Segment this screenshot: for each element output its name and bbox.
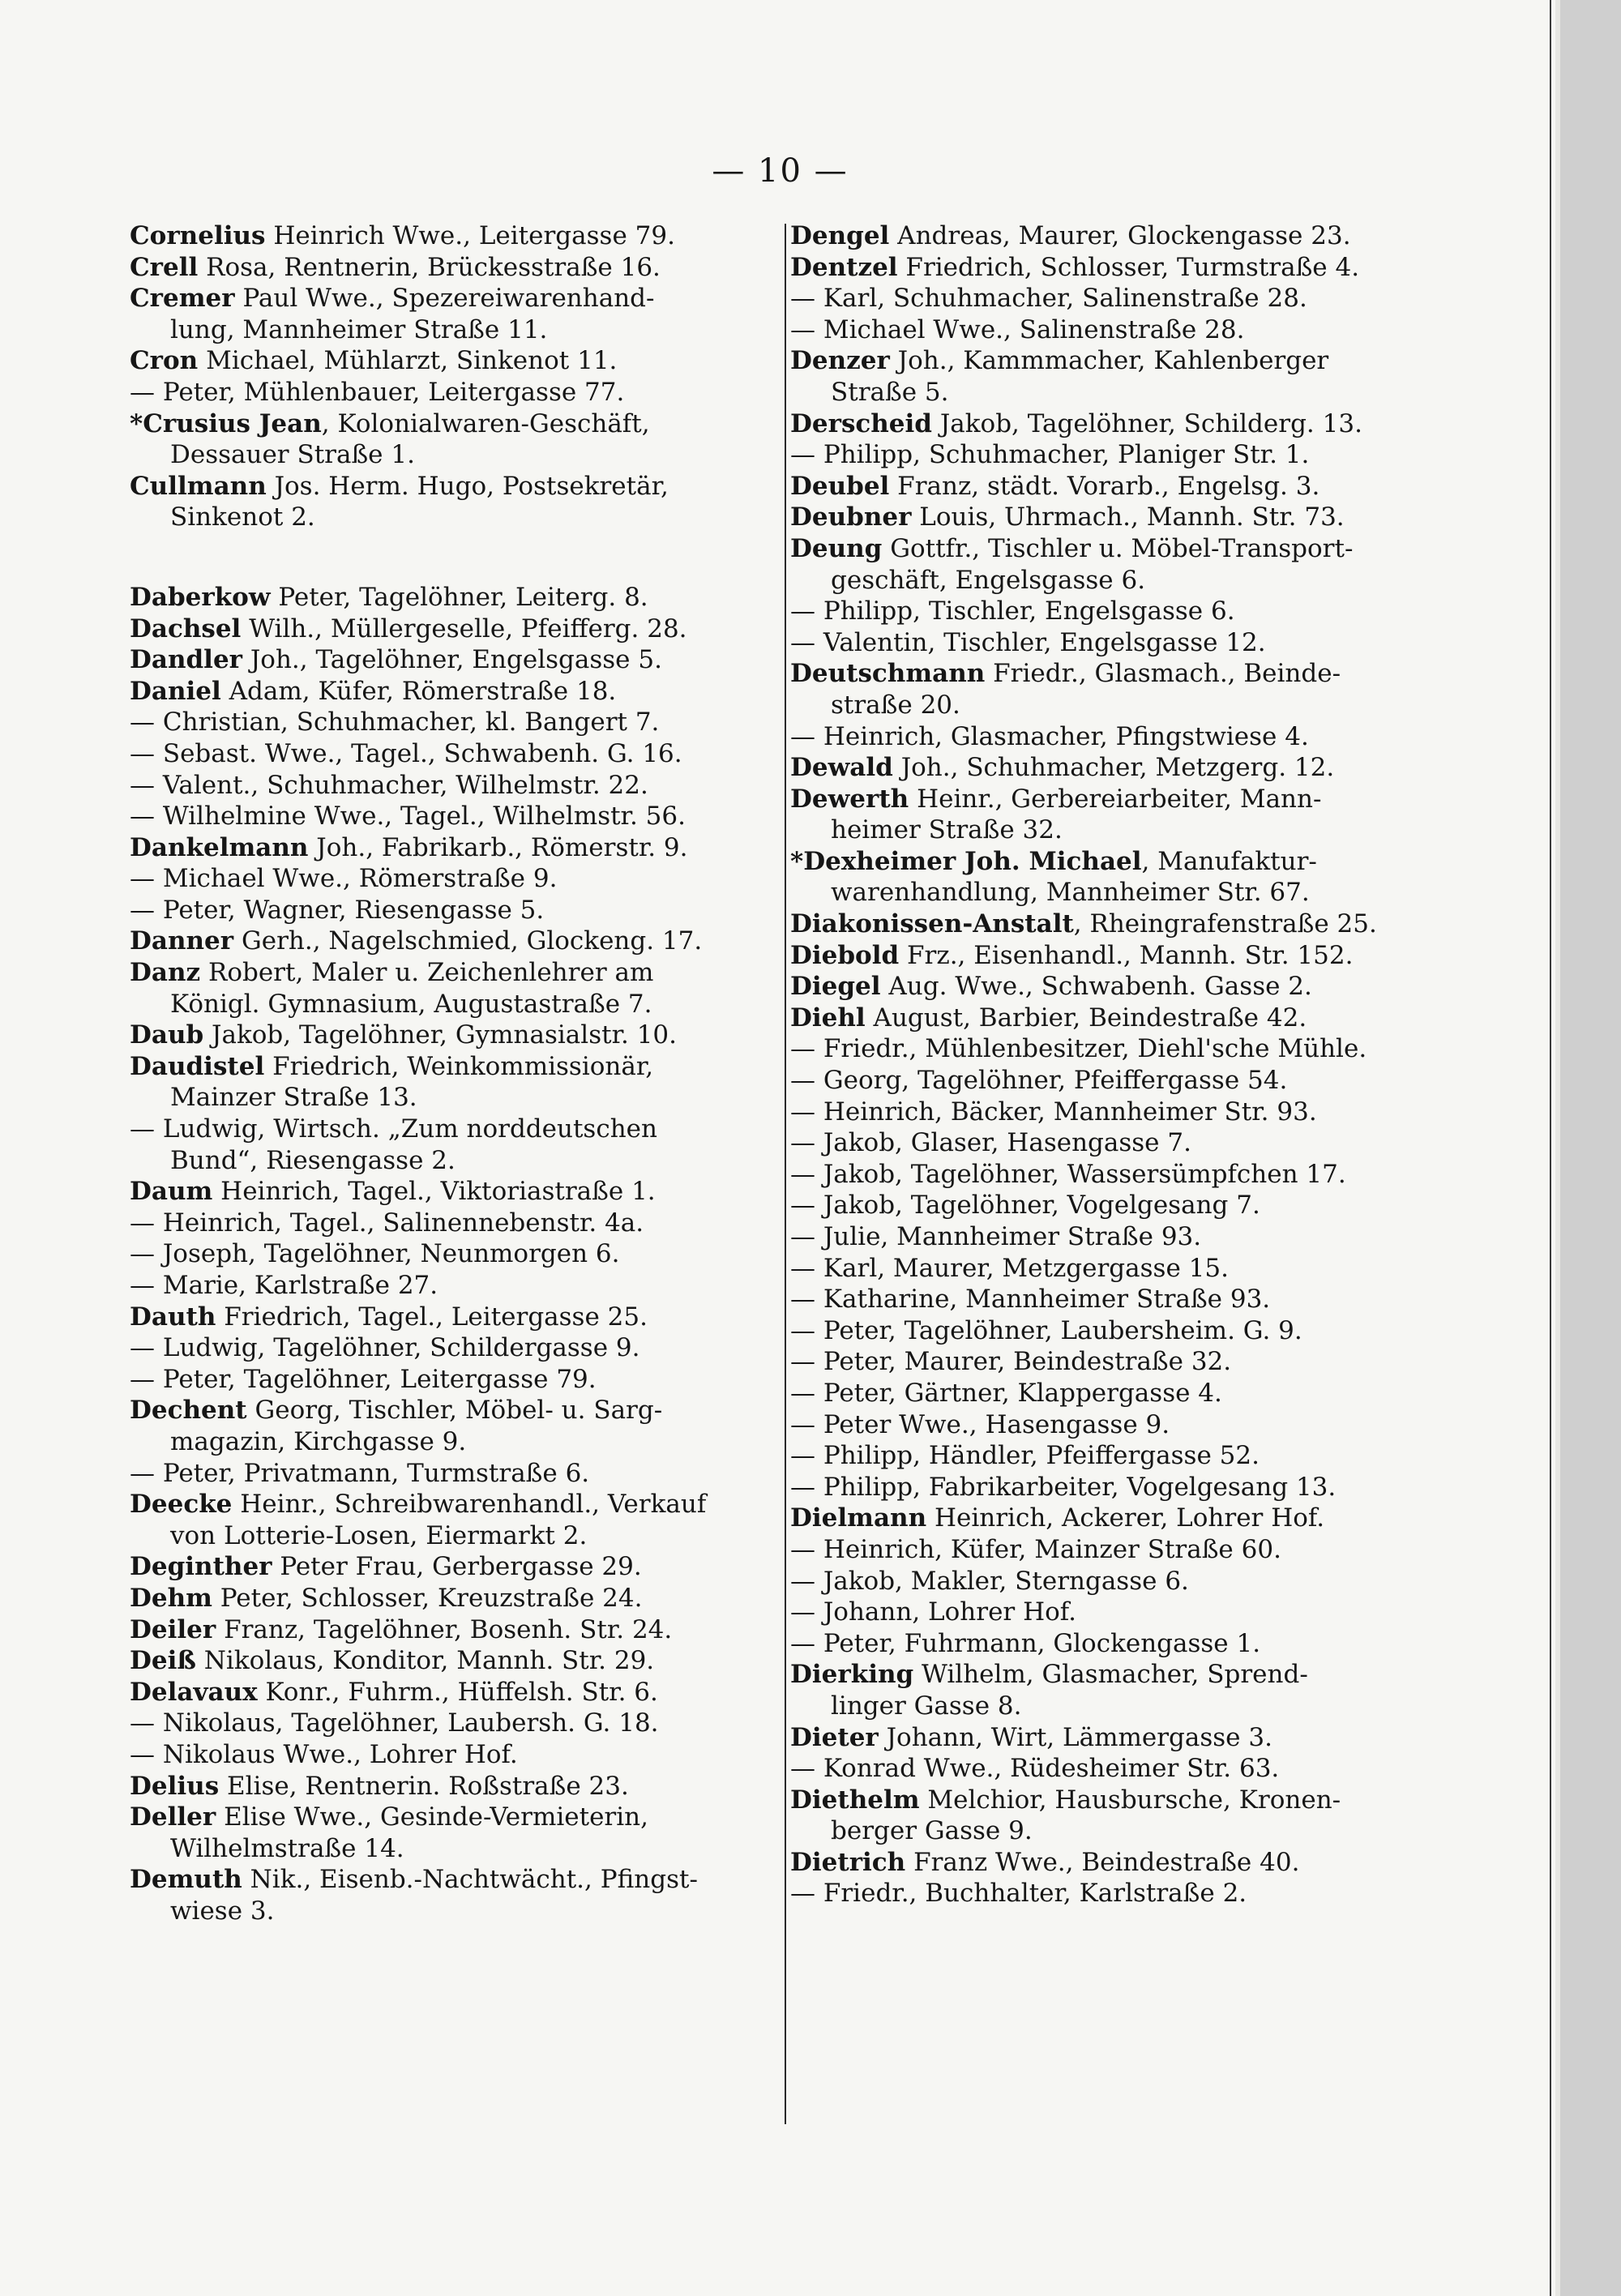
entry-surname: Cullmann <box>130 471 267 501</box>
entry-surname: Dengel <box>790 221 890 250</box>
entry-text: Franz, Tagelöhner, Bosenh. Str. 24. <box>216 1614 673 1644</box>
directory-entry-line <box>790 1097 1512 1128</box>
entry-text: — Heinrich, Bäcker, Mannheimer Str. 93. <box>790 1097 1317 1127</box>
entry-text: Königl. Gymnasium, Augustastraße 7. <box>170 989 652 1019</box>
entry-surname: Daub <box>130 1020 204 1050</box>
directory-entry-line <box>130 1332 851 1364</box>
directory-entry-line <box>130 644 851 676</box>
directory-entry-line <box>130 1020 851 1051</box>
directory-entry-line <box>130 1583 851 1614</box>
directory-entry-line <box>790 408 1512 440</box>
entry-text: Heinrich, Ackerer, Lohrer Hof. <box>926 1503 1325 1533</box>
entry-surname: Demuth <box>130 1865 242 1895</box>
entry-surname: Dentzel <box>790 252 898 282</box>
entry-text: — Konrad Wwe., Rüdesheimer Str. 63. <box>790 1754 1280 1784</box>
entry-text: Jakob, Tagelöhner, Schilderg. 13. <box>931 408 1362 438</box>
entry-text: Sinkenot 2. <box>170 502 315 532</box>
directory-entry-line <box>130 770 851 802</box>
entry-text: Bund“, Riesengasse 2. <box>170 1145 456 1175</box>
directory-entry-line <box>790 1127 1512 1159</box>
directory-entry-line <box>790 1503 1512 1534</box>
entry-text: — Julie, Mannheimer Straße 93. <box>790 1222 1202 1251</box>
directory-entry-line <box>790 1253 1512 1285</box>
entry-surname: Deung <box>790 533 883 563</box>
entry-text: Friedr., Glasmach., Beinde- <box>985 659 1341 689</box>
directory-entry-line <box>790 283 1512 314</box>
directory-entry-line <box>130 1802 851 1833</box>
entry-text: Joh., Fabrikarb., Römerstr. 9. <box>308 832 688 862</box>
entry-text: Heinr., Gerbereiarbeiter, Mann- <box>909 784 1322 814</box>
directory-entry-line <box>790 690 1512 721</box>
entry-surname: Daudistel <box>130 1051 265 1081</box>
entry-text: lung, Mannheimer Straße 11. <box>170 314 548 344</box>
directory-entry-line <box>790 220 1512 252</box>
entry-text: Franz, städt. Vorarb., Engelsg. 3. <box>889 471 1320 501</box>
entry-surname: Crell <box>130 252 199 282</box>
entry-text: — Jakob, Makler, Sterngasse 6. <box>790 1566 1189 1596</box>
directory-entry-line <box>790 877 1512 909</box>
directory-entry-line <box>130 801 851 832</box>
entry-text: — Michael Wwe., Salinenstraße 28. <box>790 314 1245 344</box>
directory-entry-line <box>790 1753 1512 1785</box>
directory-entry-line <box>130 1489 851 1520</box>
directory-entry-line <box>130 1896 851 1927</box>
entry-surname: Daum <box>130 1177 213 1207</box>
entry-text: Andreas, Maurer, Glockengasse 23. <box>889 221 1351 250</box>
entry-surname: Diethelm <box>790 1785 920 1815</box>
directory-entry-line <box>130 1864 851 1896</box>
entry-surname: Cremer <box>130 284 235 314</box>
entry-text: Jakob, Tagelöhner, Gymnasialstr. 10. <box>203 1020 677 1050</box>
directory-entry-line <box>790 1033 1512 1065</box>
entry-text: — Nikolaus, Tagelöhner, Laubersh. G. 18. <box>130 1708 659 1738</box>
directory-entry-line <box>130 676 851 708</box>
directory-entry-line <box>130 1302 851 1333</box>
directory-entry-line <box>790 1378 1512 1409</box>
entry-text: von Lotterie-Losen, Eiermarkt 2. <box>170 1520 588 1550</box>
entry-surname: Dielmann <box>790 1503 927 1533</box>
entry-text: — Georg, Tagelöhner, Pfeiffergasse 54. <box>790 1066 1288 1096</box>
directory-entry-line <box>790 627 1512 659</box>
entry-text: — Philipp, Schuhmacher, Planiger Str. 1. <box>790 440 1310 470</box>
directory-entry-line <box>790 1315 1512 1347</box>
entry-text: Louis, Uhrmach., Mannh. Str. 73. <box>911 502 1345 532</box>
entry-text: — Peter, Tagelöhner, Leitergasse 79. <box>130 1364 597 1394</box>
directory-entry-line <box>790 1346 1512 1378</box>
entry-text: Jos. Herm. Hugo, Postsekretär, <box>266 471 669 501</box>
entry-text: — Michael Wwe., Römerstraße 9. <box>130 864 558 894</box>
directory-entry-line <box>790 658 1512 690</box>
entry-surname: *Dexheimer Joh. Michael <box>790 846 1142 876</box>
entry-text: , Manufaktur- <box>1141 846 1317 876</box>
entry-surname: Dewerth <box>790 784 909 814</box>
directory-entry-line <box>130 1082 851 1114</box>
directory-entry-line <box>130 1739 851 1771</box>
entry-text: — Christian, Schuhmacher, kl. Bangert 7. <box>130 708 660 738</box>
entry-surname: Delavaux <box>130 1677 258 1707</box>
entry-surname: Dankelmann <box>130 832 309 862</box>
directory-entry-line <box>130 1520 851 1552</box>
entry-text: — Peter, Privatmann, Turmstraße 6. <box>130 1458 590 1488</box>
entry-text: Frz., Eisenhandl., Mannh. Str. 152. <box>899 940 1354 970</box>
page-edge <box>1550 0 1551 2296</box>
directory-entry-line <box>130 345 851 377</box>
directory-entry-line <box>790 533 1512 565</box>
directory-entry-line <box>130 832 851 864</box>
left-column <box>130 220 851 1926</box>
entry-text: — Heinrich, Glasmacher, Pfingstwiese 4. <box>790 721 1309 751</box>
entry-text: Friedrich, Tagel., Leitergasse 25. <box>216 1302 648 1332</box>
entry-text: — Peter, Wagner, Riesengasse 5. <box>130 895 545 925</box>
directory-entry-line <box>790 1815 1512 1847</box>
entry-text: Konr., Fuhrm., Hüffelsh. Str. 6. <box>257 1677 658 1707</box>
entry-surname: Dehm <box>130 1583 212 1613</box>
directory-entry-line <box>790 1691 1512 1722</box>
entry-surname: Derscheid <box>790 408 932 438</box>
entry-text: , Rheingrafenstraße 25. <box>1073 909 1377 939</box>
entry-text: Joh., Tagelöhner, Engelsgasse 5. <box>242 645 662 675</box>
entry-text: berger Gasse 9. <box>831 1816 1033 1846</box>
entry-text: , Kolonialwaren-Geschäft, <box>321 408 650 438</box>
entry-text: — Peter Wwe., Hasengasse 9. <box>790 1409 1170 1439</box>
directory-entry-line <box>130 582 851 614</box>
entry-text: — Philipp, Fabrikarbeiter, Vogelgesang 13. <box>790 1472 1337 1502</box>
directory-entry-line <box>130 1833 851 1865</box>
entry-surname: Dandler <box>130 645 243 675</box>
entry-text: — Peter, Tagelöhner, Laubersheim. G. 9. <box>790 1315 1302 1345</box>
directory-entry-line <box>790 721 1512 753</box>
directory-entry-line <box>790 1003 1512 1034</box>
entry-surname: Deubel <box>790 471 890 501</box>
entry-text: Georg, Tischler, Möbel- u. Sarg- <box>246 1396 663 1426</box>
directory-entry-line <box>130 533 851 582</box>
directory-entry-line <box>790 1534 1512 1566</box>
directory-entry-line <box>130 1426 851 1458</box>
entry-text: — Friedr., Mühlenbesitzer, Diehl'sche Mühle. <box>790 1034 1367 1064</box>
directory-entry-line <box>130 1145 851 1177</box>
directory-entry-line <box>790 1065 1512 1097</box>
entry-text: Heinrich Wwe., Leitergasse 79. <box>265 221 675 250</box>
entry-surname: Deutschmann <box>790 659 986 689</box>
directory-entry-line <box>790 471 1512 502</box>
entry-text: warenhandlung, Mannheimer Str. 67. <box>831 878 1310 908</box>
directory-entry-line <box>790 1628 1512 1660</box>
page-number: — 10 — <box>712 152 849 190</box>
entry-text: Peter, Tagelöhner, Leiterg. 8. <box>270 582 648 612</box>
entry-surname: Cron <box>130 346 199 376</box>
entry-text: Peter Frau, Gerbergasse 29. <box>272 1552 642 1582</box>
directory-entry-line <box>790 1284 1512 1315</box>
entry-text: — Valentin, Tischler, Engelsgasse 12. <box>790 627 1266 657</box>
directory-entry-line <box>790 1159 1512 1191</box>
entry-surname: Cornelius <box>130 221 266 250</box>
entry-text: Wilhelm, Glasmacher, Sprend- <box>913 1660 1308 1690</box>
directory-entry-line <box>790 596 1512 627</box>
directory-entry-line <box>790 1409 1512 1441</box>
directory-entry-line <box>130 471 851 502</box>
entry-surname: Denzer <box>790 346 890 376</box>
entry-surname: Deiß <box>130 1646 196 1676</box>
directory-entry-line <box>790 377 1512 408</box>
directory-entry-line <box>790 1722 1512 1754</box>
entry-text: Joh., Schuhmacher, Metzgerg. 12. <box>892 753 1335 783</box>
entry-text: Gerh., Nagelschmied, Glockeng. 17. <box>233 926 703 956</box>
entry-text: wiese 3. <box>170 1896 275 1926</box>
entry-text: — Karl, Maurer, Metzgergasse 15. <box>790 1253 1229 1283</box>
directory-entry-line <box>130 314 851 346</box>
directory-entry-line <box>790 314 1512 346</box>
directory-entry-line <box>790 1440 1512 1472</box>
entry-text: Rosa, Rentnerin, Brückesstraße 16. <box>198 252 661 282</box>
directory-entry-line <box>130 1364 851 1396</box>
directory-entry-line <box>790 252 1512 284</box>
entry-text: Wilhelmstraße 14. <box>170 1833 404 1863</box>
entry-surname: Dewald <box>790 753 893 783</box>
entry-text: Franz Wwe., Beindestraße 40. <box>905 1847 1300 1877</box>
entry-text: Melchior, Hausbursche, Kronen- <box>919 1785 1341 1815</box>
directory-entry-line <box>790 1878 1512 1909</box>
directory-entry-line <box>130 989 851 1020</box>
entry-text: Straße 5. <box>831 377 949 407</box>
entry-text: — Sebast. Wwe., Tagel., Schwabenh. G. 16. <box>130 738 682 768</box>
entry-text: Michael, Mühlarzt, Sinkenot 11. <box>198 346 618 376</box>
directory-entry-line <box>130 1238 851 1270</box>
directory-entry-line <box>790 1472 1512 1503</box>
entry-surname: Diebold <box>790 940 900 970</box>
directory-entry-line <box>130 439 851 471</box>
directory-entry-line <box>790 784 1512 815</box>
entry-text: Aug. Wwe., Schwabenh. Gasse 2. <box>880 972 1312 1002</box>
entry-text: — Peter, Maurer, Beindestraße 32. <box>790 1347 1232 1377</box>
directory-entry-line <box>130 1051 851 1083</box>
directory-entry-line <box>130 377 851 408</box>
directory-entry-line <box>790 1847 1512 1879</box>
entry-text: — Heinrich, Tagel., Salinennebenstr. 4a. <box>130 1208 644 1238</box>
entry-text: — Johann, Lohrer Hof. <box>790 1597 1077 1627</box>
entry-surname: Diehl <box>790 1003 866 1033</box>
entry-surname: Deiler <box>130 1614 216 1644</box>
directory-entry-line <box>130 1270 851 1302</box>
entry-text: — Nikolaus Wwe., Lohrer Hof. <box>130 1739 518 1769</box>
entry-surname: *Crusius Jean <box>130 408 322 438</box>
entry-surname: Diegel <box>790 972 881 1002</box>
directory-entry-line <box>130 1176 851 1208</box>
directory-entry-line <box>130 283 851 314</box>
entry-text: Elise, Rentnerin. Roßstraße 23. <box>219 1771 629 1801</box>
directory-entry-line <box>130 1614 851 1646</box>
entry-text: Paul Wwe., Spezereiwarenhand- <box>234 284 655 314</box>
entry-text: Wilh., Müllergeselle, Pfeifferg. 28. <box>241 614 687 643</box>
entry-text: Robert, Maler u. Zeichenlehrer am <box>200 958 654 988</box>
entry-text: — Philipp, Händler, Pfeiffergasse 52. <box>790 1441 1260 1471</box>
right-column <box>790 220 1512 1909</box>
entry-surname: Dietrich <box>790 1847 906 1877</box>
entry-surname: Deecke <box>130 1490 233 1520</box>
entry-text: Johann, Wirt, Lämmergasse 3. <box>878 1722 1272 1752</box>
directory-entry-line <box>130 863 851 895</box>
entry-surname: Dachsel <box>130 614 242 643</box>
entry-surname: Daniel <box>130 676 221 706</box>
directory-entry-line <box>130 926 851 957</box>
directory-entry-line <box>130 220 851 252</box>
entry-text: — Katharine, Mannheimer Straße 93. <box>790 1285 1271 1315</box>
entry-text: Gottfr., Tischler u. Möbel-Transport- <box>882 533 1354 563</box>
entry-surname: Deginther <box>130 1552 272 1582</box>
directory-entry-line <box>790 1659 1512 1691</box>
directory-entry-line <box>790 1597 1512 1628</box>
entry-text: Joh., Kammmacher, Kahlenberger <box>889 346 1329 376</box>
entry-text: — Wilhelmine Wwe., Tagel., Wilhelmstr. 56. <box>130 802 686 832</box>
entry-text: geschäft, Engelsgasse 6. <box>831 565 1146 595</box>
directory-entry-line <box>790 565 1512 596</box>
directory-entry-line <box>130 252 851 284</box>
entry-text: — Marie, Karlstraße 27. <box>130 1271 438 1300</box>
directory-entry-line <box>130 1458 851 1490</box>
entry-text: Dessauer Straße 1. <box>170 440 415 470</box>
entry-text: — Heinrich, Küfer, Mainzer Straße 60. <box>790 1534 1281 1564</box>
directory-entry-line <box>130 1114 851 1145</box>
directory-entry-line <box>790 1785 1512 1816</box>
entry-surname: Daberkow <box>130 582 271 612</box>
entry-text: Nik., Eisenb.-Nachtwächt., Pfingst- <box>242 1865 698 1895</box>
entry-text: Mainzer Straße 13. <box>170 1083 417 1113</box>
entry-surname: Danner <box>130 926 234 956</box>
directory-entry-line <box>790 502 1512 533</box>
entry-text: — Ludwig, Wirtsch. „Zum norddeutschen <box>130 1114 657 1144</box>
entry-text: — Peter, Mühlenbauer, Leitergasse 77. <box>130 377 625 407</box>
entry-text: straße 20. <box>831 690 960 720</box>
directory-entry-line <box>790 439 1512 471</box>
column-divider <box>785 224 786 2124</box>
directory-entry-line <box>130 1208 851 1239</box>
entry-text: Heinr., Schreibwarenhandl., Verkauf <box>232 1490 707 1520</box>
entry-text: Adam, Küfer, Römerstraße 18. <box>220 676 617 706</box>
entry-text: — Joseph, Tagelöhner, Neunmorgen 6. <box>130 1239 620 1269</box>
directory-entry-line <box>130 1708 851 1739</box>
directory-entry-line <box>790 345 1512 377</box>
directory-entry-line <box>790 1221 1512 1253</box>
entry-surname: Deller <box>130 1802 216 1832</box>
directory-entry-line <box>130 1771 851 1802</box>
entry-surname: Dieter <box>790 1722 879 1752</box>
entry-text: August, Barbier, Beindestraße 42. <box>865 1003 1307 1033</box>
entry-text: — Valent., Schuhmacher, Wilhelmstr. 22. <box>130 770 648 800</box>
entry-text: — Jakob, Tagelöhner, Wassersümpfchen 17. <box>790 1159 1346 1189</box>
directory-entry-line <box>790 1566 1512 1597</box>
entry-text: — Jakob, Glaser, Hasengasse 7. <box>790 1128 1191 1158</box>
directory-entry-line <box>130 1645 851 1677</box>
directory-entry-line <box>790 752 1512 784</box>
directory-entry-line <box>130 738 851 770</box>
entry-surname: Dauth <box>130 1302 216 1332</box>
entry-text: — Ludwig, Tagelöhner, Schildergasse 9. <box>130 1333 640 1363</box>
entry-text: Friedrich, Schlosser, Turmstraße 4. <box>897 252 1360 282</box>
entry-surname: Delius <box>130 1771 220 1801</box>
directory-entry-line <box>790 971 1512 1003</box>
directory-entry-line <box>790 1190 1512 1221</box>
entry-text: — Friedr., Buchhalter, Karlstraße 2. <box>790 1879 1247 1909</box>
entry-text: magazin, Kirchgasse 9. <box>170 1426 467 1456</box>
entry-text: Friedrich, Weinkommissionär, <box>264 1051 654 1081</box>
entry-surname: Dierking <box>790 1660 914 1690</box>
entry-surname: Diakonissen-Anstalt <box>790 909 1074 939</box>
directory-entry-line <box>130 614 851 645</box>
directory-entry-line <box>130 1551 851 1583</box>
entry-text: Heinrich, Tagel., Viktoriastraße 1. <box>212 1177 656 1207</box>
entry-text: — Jakob, Tagelöhner, Vogelgesang 7. <box>790 1191 1260 1221</box>
directory-entry-line <box>790 846 1512 878</box>
entry-surname: Dechent <box>130 1396 247 1426</box>
entry-text: heimer Straße 32. <box>831 815 1063 845</box>
entry-text: — Peter, Gärtner, Klappergasse 4. <box>790 1378 1222 1408</box>
directory-entry-line <box>130 707 851 738</box>
directory-entry-line <box>790 909 1512 940</box>
directory-entry-line <box>790 940 1512 972</box>
entry-text: — Philipp, Tischler, Engelsgasse 6. <box>790 596 1235 626</box>
directory-entry-line <box>130 957 851 989</box>
entry-text: — Karl, Schuhmacher, Salinenstraße 28. <box>790 284 1307 314</box>
entry-text: linger Gasse 8. <box>831 1691 1022 1721</box>
directory-entry-line <box>130 895 851 926</box>
entry-text: Peter, Schlosser, Kreuzstraße 24. <box>212 1583 643 1613</box>
directory-entry-line <box>130 408 851 440</box>
directory-entry-line <box>130 1395 851 1426</box>
entry-text: Elise Wwe., Gesinde-Vermieterin, <box>216 1802 648 1832</box>
entry-text: Nikolaus, Konditor, Mannh. Str. 29. <box>195 1646 655 1676</box>
entry-text: — Peter, Fuhrmann, Glockengasse 1. <box>790 1628 1261 1658</box>
directory-entry-line <box>130 1677 851 1708</box>
directory-entry-line <box>790 815 1512 846</box>
directory-entry-line <box>130 502 851 533</box>
entry-surname: Deubner <box>790 502 912 532</box>
entry-surname: Danz <box>130 958 201 988</box>
